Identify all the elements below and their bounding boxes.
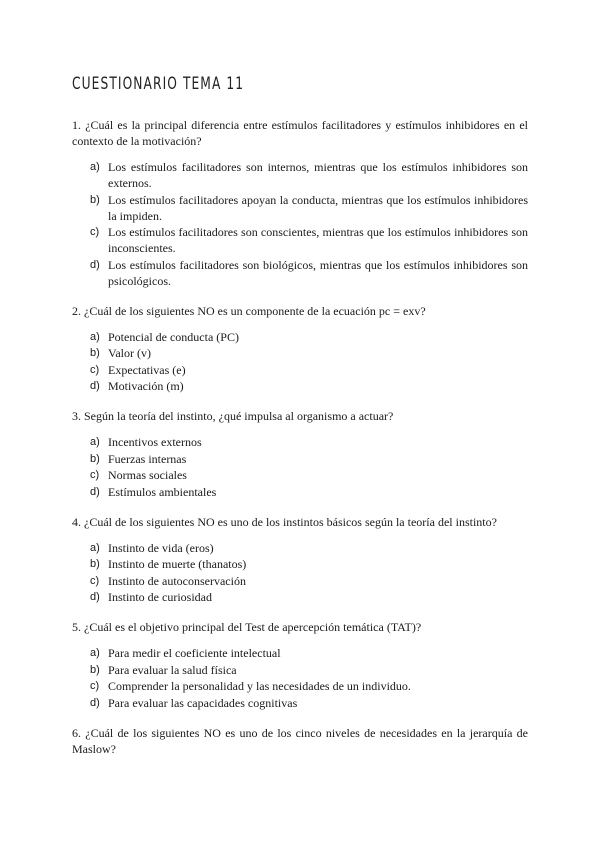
question-text: ¿Cuál es la principal diferencia entre estímulos facilitadores y estímulos inhibidores en el contexto de la motivación?: [72, 118, 529, 148]
option-letter: a): [90, 541, 100, 554]
option-item: [72, 224, 528, 256]
option-text: Para evaluar las capacidades cognitivas: [108, 695, 298, 710]
option-letter: c): [90, 469, 100, 481]
question-text: ¿Cuál es el objetivo principal del Test de apercepción temática (TAT)?: [84, 620, 422, 634]
question-number: 4.: [72, 514, 81, 529]
option-item: [72, 192, 528, 224]
document-title: CUESTIONARIO TEMA 11: [72, 74, 245, 94]
option-letter: a): [90, 161, 100, 173]
options-list: [72, 434, 528, 500]
question-3: [72, 408, 528, 424]
questionnaire: [72, 117, 528, 767]
option-letter: a): [90, 647, 100, 659]
option-item: [72, 159, 528, 191]
option-letter: c): [90, 363, 100, 376]
option-letter: d): [90, 696, 100, 709]
option-letter: b): [90, 452, 100, 465]
option-item: [72, 695, 528, 711]
question-text: ¿Cuál de los siguientes NO es uno de los instintos básicos según la teoría del instinto?: [84, 514, 497, 529]
option-text: Para evaluar la salud física: [108, 662, 237, 677]
option-text: Potencial de conducta (PC): [108, 329, 239, 344]
question-number: 5.: [72, 620, 81, 634]
option-letter: d): [90, 591, 100, 603]
question-1: [72, 117, 528, 149]
option-text: Estímulos ambientales: [108, 484, 217, 499]
question-number: 1.: [72, 118, 81, 132]
question-number: 3.: [72, 409, 81, 423]
question-5: [72, 619, 528, 635]
option-letter: b): [90, 193, 100, 206]
option-item: [72, 257, 528, 289]
option-letter: c): [90, 574, 100, 587]
option-letter: d): [90, 258, 100, 271]
option-text: Instinto de curiosidad: [108, 590, 212, 604]
option-item: [72, 329, 528, 345]
option-item: [72, 467, 528, 483]
option-letter: a): [90, 330, 100, 343]
option-item: [72, 484, 528, 500]
options-list: [72, 645, 528, 711]
option-item: [72, 345, 528, 361]
question-number: 2.: [72, 303, 81, 318]
option-text: Para medir el coeficiente intelectual: [108, 646, 281, 660]
option-item: [72, 589, 528, 605]
option-item: [72, 434, 528, 450]
option-text: Incentivos externos: [108, 435, 202, 449]
question-4: [72, 514, 528, 530]
option-text: Los estímulos facilitadores son internos, mientras que los estímulos inhibidores son externos.: [108, 160, 528, 190]
option-text: Los estímulos facilitadores son conscientes, mientras que los estímulos inhibidores son inconscientes.: [108, 225, 528, 255]
option-item: [72, 540, 528, 556]
option-text: Valor (v): [108, 346, 151, 360]
option-letter: d): [90, 380, 100, 392]
option-letter: c): [90, 680, 100, 692]
question-text: ¿Cuál de los siguientes NO es un componente de la ecuación pc = exv?: [84, 303, 426, 318]
question-2: [72, 303, 528, 319]
option-text: Los estímulos facilitadores son biológicos, mientras que los estímulos inhibidores son psicológicos.: [108, 257, 528, 288]
option-item: [72, 573, 528, 589]
option-text: Instinto de vida (eros): [108, 540, 214, 555]
option-letter: a): [90, 436, 100, 448]
option-letter: d): [90, 485, 100, 498]
option-letter: c): [90, 226, 100, 238]
option-text: Instinto de muerte (thanatos): [108, 557, 247, 571]
question-text: Según la teoría del instinto, ¿qué impulsa al organismo a actuar?: [84, 409, 394, 423]
option-text: Normas sociales: [108, 468, 187, 482]
option-letter: b): [90, 347, 100, 359]
option-letter: b): [90, 663, 100, 676]
option-item: [72, 678, 528, 694]
option-text: Comprender la personalidad y las necesidades de un individuo.: [108, 679, 411, 693]
option-item: [72, 556, 528, 572]
options-list: [72, 540, 528, 606]
option-text: Fuerzas internas: [108, 451, 187, 466]
options-list: [72, 329, 528, 395]
question-text: ¿Cuál de los siguientes NO es uno de los cinco niveles de necesidades en la jerarquía de Maslow?: [72, 725, 529, 756]
options-list: [72, 159, 528, 289]
option-item: [72, 362, 528, 378]
option-text: Motivación (m): [108, 379, 184, 393]
option-text: Los estímulos facilitadores apoyan la conducta, mientras que los estímulos inhibidores la impiden.: [108, 192, 528, 223]
option-item: [72, 645, 528, 661]
option-item: [72, 378, 528, 394]
option-item: [72, 451, 528, 467]
question-number: 6.: [72, 725, 81, 740]
option-text: Instinto de autoconservación: [108, 573, 246, 588]
option-text: Expectativas (e): [108, 362, 186, 377]
option-item: [72, 662, 528, 678]
option-letter: b): [90, 558, 100, 570]
question-6: [72, 725, 528, 757]
